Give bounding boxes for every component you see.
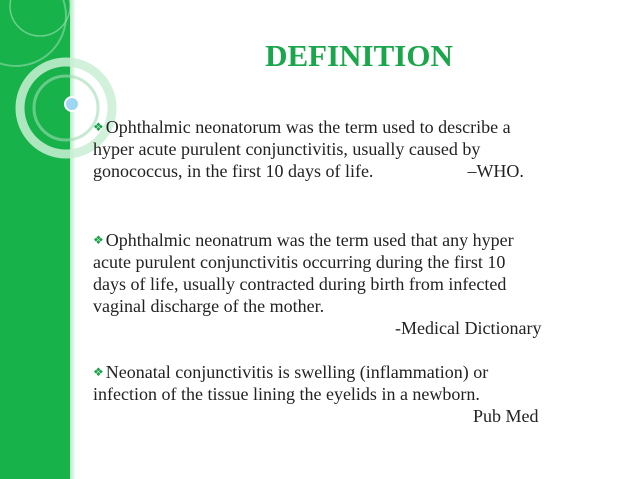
definition-line [93, 160, 524, 182]
definition-text: Ophthalmic neonatorum was the term used to describe a [105, 117, 511, 137]
diamond-bullet-icon: ❖ [93, 120, 104, 134]
diamond-bullet-icon: ❖ [93, 233, 104, 247]
definition-who [93, 116, 524, 182]
definition-source-line [93, 405, 539, 427]
source-who: –WHO. [467, 161, 524, 181]
definition-line [93, 116, 524, 138]
definition-pubmed [93, 361, 539, 427]
diamond-bullet-icon: ❖ [93, 365, 104, 379]
definition-text: Ophthalmic neonatrum was the term used that any hyper [105, 230, 514, 250]
definition-line [93, 361, 539, 383]
definition-line: days of life, usually contracted during birth from infected [93, 274, 507, 294]
definition-medical-dictionary [93, 229, 541, 339]
definition-text: Neonatal conjunctivitis is swelling (inflammation) or [105, 362, 489, 382]
definition-line: vaginal discharge of the mother. [93, 296, 325, 316]
definition-line: acute purulent conjunctivitis occurring during the first 10 [93, 252, 506, 272]
definition-line [93, 229, 541, 251]
definition-source-line [93, 317, 541, 339]
definition-line: hyper acute purulent conjunctivitis, usually caused by [93, 139, 481, 159]
source-medical-dictionary: -Medical Dictionary [395, 318, 542, 338]
page-title: DEFINITION [265, 38, 453, 73]
source-pubmed: Pub Med [473, 406, 539, 426]
definition-text: gonococcus, in the first 10 days of life. [93, 161, 374, 181]
definition-line: infection of the tissue lining the eyelids in a newborn. [93, 384, 480, 404]
